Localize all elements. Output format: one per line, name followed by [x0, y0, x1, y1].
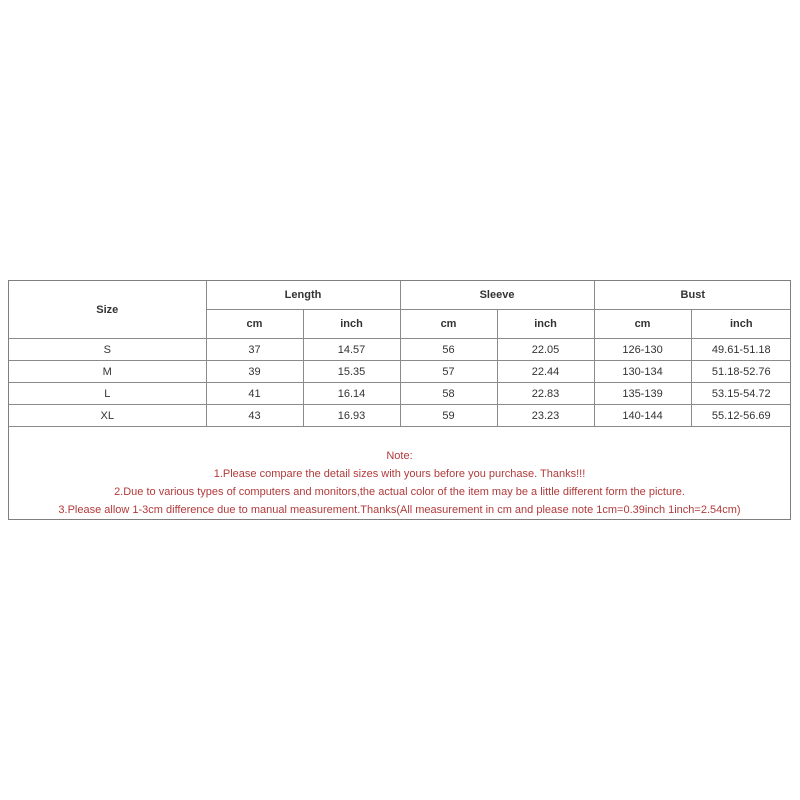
- length-header: Length: [206, 281, 400, 310]
- table-row: [9, 405, 791, 427]
- sleeve-cm-cell: 59: [400, 405, 497, 427]
- bust-inch-cell: 53.15-54.72: [691, 383, 791, 405]
- note-line-2: 2.Due to various types of computers and monitors,the actual color of the item may be a little different form the picture.: [114, 486, 685, 498]
- sleeve-inch-header: inch: [497, 310, 594, 339]
- table-row: [9, 361, 791, 383]
- sleeve-inch-cell: 23.23: [497, 405, 594, 427]
- size-cell: L: [9, 383, 206, 405]
- size-header: Size: [9, 281, 206, 339]
- sleeve-cm-cell: 56: [400, 339, 497, 361]
- sleeve-header: Sleeve: [400, 281, 594, 310]
- table-row: [9, 339, 791, 361]
- sleeve-inch-cell: 22.44: [497, 361, 594, 383]
- length-inch-cell: 15.35: [303, 361, 400, 383]
- sleeve-cm-header: cm: [400, 310, 497, 339]
- bust-cm-cell: 130-134: [594, 361, 691, 383]
- sleeve-inch-cell: 22.83: [497, 383, 594, 405]
- size-table: [9, 281, 791, 427]
- bust-inch-cell: 51.18-52.76: [691, 361, 791, 383]
- size-cell: M: [9, 361, 206, 383]
- length-cm-cell: 41: [206, 383, 303, 405]
- table-header-row: [9, 281, 791, 310]
- bust-inch-cell: 55.12-56.69: [691, 405, 791, 427]
- size-cell: XL: [9, 405, 206, 427]
- size-cell: S: [9, 339, 206, 361]
- length-inch-header: inch: [303, 310, 400, 339]
- length-cm-header: cm: [206, 310, 303, 339]
- length-cm-cell: 39: [206, 361, 303, 383]
- bust-inch-cell: 49.61-51.18: [691, 339, 791, 361]
- note-title: Note:: [386, 450, 413, 462]
- length-inch-cell: 14.57: [303, 339, 400, 361]
- length-cm-cell: 43: [206, 405, 303, 427]
- length-inch-cell: 16.14: [303, 383, 400, 405]
- bust-inch-header: inch: [691, 310, 791, 339]
- size-chart: [8, 280, 791, 520]
- length-inch-cell: 16.93: [303, 405, 400, 427]
- bust-cm-header: cm: [594, 310, 691, 339]
- sleeve-cm-cell: 58: [400, 383, 497, 405]
- length-cm-cell: 37: [206, 339, 303, 361]
- bust-header: Bust: [594, 281, 791, 310]
- table-row: [9, 383, 791, 405]
- note-line-1: 1.Please compare the detail sizes with yours before you purchase. Thanks!!!: [213, 468, 586, 480]
- bust-cm-cell: 140-144: [594, 405, 691, 427]
- notes-block: [9, 447, 790, 519]
- bust-cm-cell: 126-130: [594, 339, 691, 361]
- sleeve-inch-cell: 22.05: [497, 339, 594, 361]
- note-line-3: 3.Please allow 1-3cm difference due to manual measurement.Thanks(All measurement in cm and please note 1cm=0.39inch 1inch=2.54cm): [58, 504, 741, 516]
- sleeve-cm-cell: 57: [400, 361, 497, 383]
- bust-cm-cell: 135-139: [594, 383, 691, 405]
